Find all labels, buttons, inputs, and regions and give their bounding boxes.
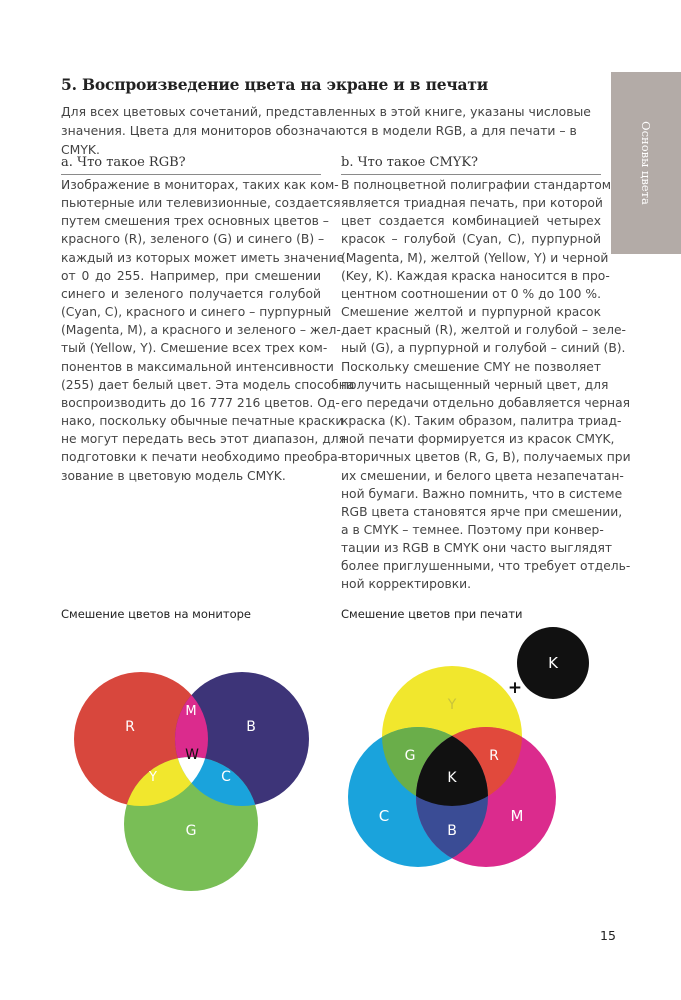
body-text-line: зование в цветовую модель CMYK.	[61, 468, 286, 483]
rgb-label-r: R	[125, 719, 135, 735]
body-text-line: более приглушенными, что требует отдель-	[341, 559, 631, 574]
body-text-line: ной печати формируется из красок CMYK,	[341, 432, 615, 447]
cmyk-label-k-separate: K	[548, 654, 558, 672]
body-text-line: тый (Yellow, Y). Смешение всех трех ком-	[61, 341, 328, 356]
body-text-line: путем смешения трех основных цветов –	[61, 214, 329, 229]
rgb-label-m: M	[185, 704, 197, 719]
rgb-label-y: Y	[149, 770, 157, 785]
body-text-line: пьютерные или телевизионные, создается	[61, 196, 341, 211]
side-tab-label: Основы цвета	[639, 121, 653, 205]
cmyk-label-b: B	[447, 823, 457, 839]
body-text-line: получить насыщенный черный цвет, для	[341, 377, 609, 392]
body-text-line: дает красный (R), желтой и голубой – зеле-	[341, 323, 626, 338]
body-text-line: Поскольку смешение CMY не позволяет	[341, 359, 601, 374]
body-text-line: центном соотношении от 0 % до 100 %.	[341, 286, 601, 301]
body-text-line: ной бумаги. Важно помнить, что в системе	[341, 486, 623, 501]
body-text-line: воспроизводить до 16 777 216 цветов. Од-	[61, 395, 340, 410]
rgb-label-c: C	[221, 769, 231, 785]
cmyk-diagram-caption: Смешение цветов при печати	[341, 607, 523, 621]
section-a-title: a. Что такое RGB?	[61, 155, 186, 170]
cmyk-label-k: K	[447, 770, 457, 786]
body-text-line: нако, поскольку обычные печатные краски	[61, 414, 344, 429]
rgb-label-b: B	[246, 719, 256, 735]
cmyk-label-c: C	[378, 807, 390, 825]
body-text-line: цвет создается комбинацией четырех	[341, 214, 601, 229]
body-text-line: синего и зеленого получается голубой	[61, 286, 321, 301]
body-text-line: краска (K). Таким образом, палитра триад-	[341, 414, 622, 429]
page-number: 15	[600, 928, 616, 943]
body-text-line: является триадная печать, при которой	[341, 196, 603, 211]
body-text-line: Смешение желтой и пурпурной красок	[341, 305, 601, 320]
body-text-line: подготовки к печати необходимо преобра-	[61, 450, 343, 465]
rgb-label-w: W	[185, 747, 199, 763]
cmyk-label-m: M	[510, 807, 524, 825]
plus-sign: +	[507, 678, 523, 698]
cmyk-label-g: G	[404, 748, 416, 764]
body-text-line: (Key, K). Каждая краска наносится в про-	[341, 268, 610, 283]
section-heading: 5. Воспроизведение цвета на экране и в печати	[61, 75, 489, 94]
body-text-line: а в CMYK – темнее. Поэтому при конвер-	[341, 522, 604, 537]
rgb-label-g: G	[185, 823, 197, 839]
body-text-line: от 0 до 255. Например, при смешении	[61, 268, 321, 283]
body-text-line: понентов в максимальной интенсивности	[61, 359, 334, 374]
body-text-line: тации из RGB в CMYK они часто выглядят	[341, 541, 613, 556]
body-text-line: каждый из которых может иметь значение	[61, 250, 345, 265]
body-text-line: (Cyan, C), красного и синего – пурпурный	[61, 305, 332, 320]
body-text-line: RGB цвета становятся ярче при смешении,	[341, 504, 623, 519]
body-text-line: (Magenta, M), желтой (Yellow, Y) и черной	[341, 250, 609, 265]
body-text-line: их смешении, и белого цвета незапечатан-	[341, 468, 624, 483]
body-text-line: ной корректировки.	[341, 577, 472, 592]
intro-paragraph: Для всех цветовых сочетаний, представленных в этой книге, указаны числовые значения. Цвета для мониторов обозначаются в модели RGB, а для печати – в CMYK.	[61, 104, 591, 157]
body-text-line: (Magenta, M), а красного и зеленого – жел-	[61, 323, 341, 338]
rgb-diagram-caption: Смешение цветов на мониторе	[61, 607, 251, 621]
body-text-line: вторичных цветов (R, G, B), получаемых при	[341, 450, 631, 465]
section-b-title: b. Что такое CMYK?	[341, 155, 479, 170]
body-text-line: В полноцветной полиграфии стандартом	[341, 178, 612, 192]
body-text-line: Изображение в мониторах, таких как ком-	[61, 178, 339, 192]
body-text-line: ный (G), а пурпурной и голубой – синий (B).	[341, 341, 626, 356]
body-text-line: красного (R), зеленого (G) и синего (B) –	[61, 232, 325, 247]
body-text-line: (255) дает белый цвет. Эта модель способна	[61, 377, 355, 392]
cmyk-label-y: Y	[447, 697, 457, 713]
body-text-line: не могут передать весь этот диапазон, для	[61, 432, 346, 447]
cmyk-label-r: R	[489, 748, 499, 764]
body-text-line: красок – голубой (Cyan, C), пурпурной	[341, 232, 601, 247]
body-text-line: его передачи отдельно добавляется черная	[341, 395, 631, 410]
